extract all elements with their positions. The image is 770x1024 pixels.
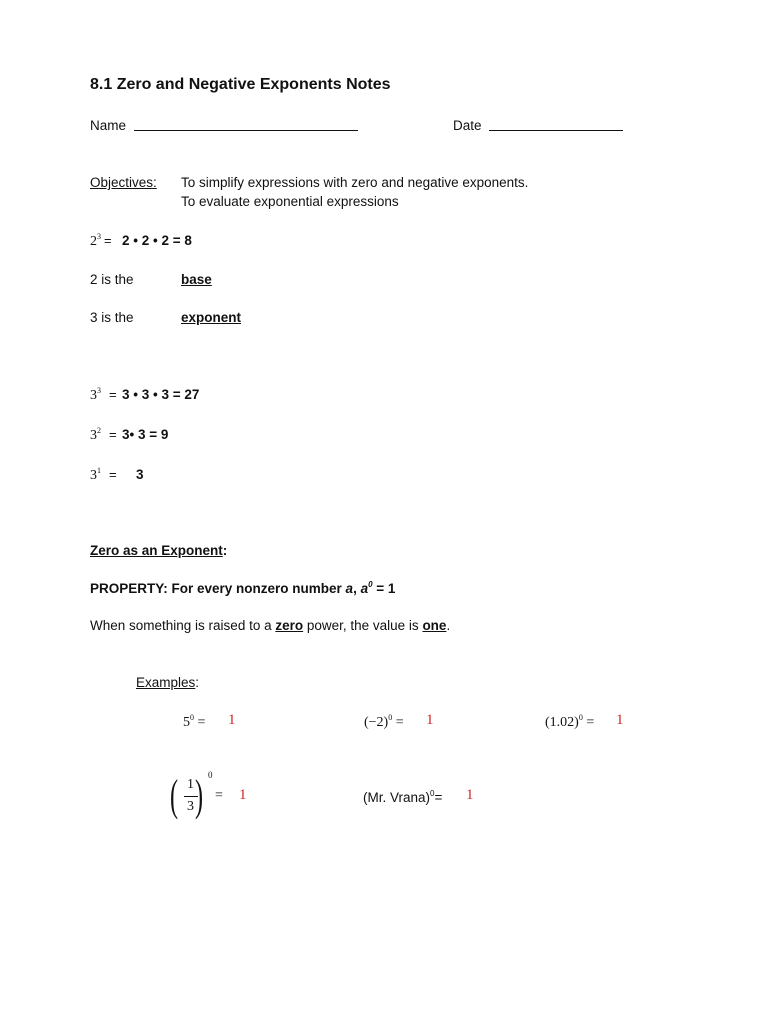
equals-sign: = bbox=[109, 467, 117, 482]
example-base: (−2) bbox=[364, 715, 389, 730]
exponent-line-text: 3 is the bbox=[90, 310, 134, 325]
property-comma: , bbox=[353, 581, 361, 596]
power-base: 3 bbox=[90, 388, 97, 403]
example-5-answer: 1 bbox=[466, 787, 474, 803]
intro-expansion: 2 • 2 • 2 = 8 bbox=[122, 233, 192, 248]
base-word: base bbox=[181, 272, 212, 287]
date-blank-line bbox=[489, 118, 623, 131]
equals-sign: = bbox=[109, 427, 117, 442]
power-row-2-expansion: 3• 3 = 9 bbox=[122, 427, 169, 442]
example-base: 5 bbox=[183, 715, 190, 730]
equals-sign: = bbox=[582, 715, 595, 730]
examples-label-text: Examples bbox=[136, 675, 196, 690]
left-paren: ( bbox=[170, 771, 179, 820]
right-paren: ) bbox=[195, 771, 204, 820]
equals-sign: = bbox=[434, 790, 443, 805]
example-4-equals: = bbox=[215, 788, 223, 803]
power-row-2 bbox=[90, 426, 117, 444]
name-row bbox=[90, 118, 358, 133]
page-title: 8.1 Zero and Negative Exponents Notes bbox=[90, 76, 391, 93]
power-row-3-expansion: 3 bbox=[136, 467, 144, 482]
example-3-answer: 1 bbox=[616, 712, 624, 728]
example-2-answer: 1 bbox=[426, 712, 434, 728]
examples-colon: : bbox=[195, 675, 200, 690]
example-exponent: 0 bbox=[190, 713, 194, 722]
property-variable-power: a bbox=[360, 581, 369, 596]
property-suffix: = 1 bbox=[372, 581, 396, 596]
property-variable: a bbox=[345, 581, 354, 596]
zero-section-heading bbox=[90, 543, 227, 558]
example-2 bbox=[364, 713, 404, 731]
name-blank-line bbox=[134, 118, 358, 131]
zero-word: zero bbox=[275, 618, 304, 633]
fraction-denominator: 3 bbox=[187, 799, 194, 814]
power-base: 3 bbox=[90, 428, 97, 443]
zero-rule-sentence bbox=[90, 618, 450, 633]
date-label: Date bbox=[453, 118, 482, 133]
objective-1: To simplify expressions with zero and negative exponents. bbox=[181, 175, 529, 190]
sentence-period: . bbox=[446, 618, 451, 633]
one-word: one bbox=[422, 618, 447, 633]
power-exponent: 3 bbox=[97, 232, 101, 241]
example-4-answer: 1 bbox=[239, 787, 247, 803]
zero-property bbox=[90, 580, 395, 596]
equals-sign: = bbox=[104, 233, 112, 248]
property-prefix: PROPERTY: For every nonzero number bbox=[90, 581, 346, 596]
example-base: (Mr. Vrana) bbox=[363, 790, 431, 805]
base-line-text: 2 is the bbox=[90, 272, 134, 287]
power-row-3 bbox=[90, 466, 117, 484]
fraction-numerator: 1 bbox=[187, 777, 194, 792]
example-exponent: 0 bbox=[430, 789, 435, 798]
example-exponent: 0 bbox=[208, 770, 213, 780]
objectives-label: Objectives: bbox=[90, 175, 157, 190]
equals-sign: = bbox=[392, 715, 404, 730]
property-exponent: 0 bbox=[368, 580, 373, 589]
power-exponent: 3 bbox=[97, 386, 101, 395]
sentence-part: When something is raised to a bbox=[90, 618, 276, 633]
examples-label bbox=[136, 675, 199, 690]
equals-sign: = bbox=[194, 715, 206, 730]
power-row-1 bbox=[90, 386, 117, 404]
example-1 bbox=[183, 713, 205, 731]
example-base: (1.02) bbox=[545, 715, 579, 730]
equals-sign: = bbox=[109, 387, 117, 402]
exponent-word: exponent bbox=[181, 310, 242, 325]
example-1-answer: 1 bbox=[228, 712, 236, 728]
power-exponent: 1 bbox=[97, 466, 101, 475]
intro-power bbox=[90, 232, 112, 250]
power-exponent: 2 bbox=[97, 426, 101, 435]
sentence-part: power, the value is bbox=[303, 618, 423, 633]
power-row-1-expansion: 3 • 3 • 3 = 27 bbox=[122, 387, 200, 402]
heading-colon: : bbox=[222, 543, 228, 558]
power-base: 2 bbox=[90, 234, 97, 249]
name-label: Name bbox=[90, 118, 127, 133]
heading-text: Zero as an Exponent bbox=[90, 543, 223, 558]
objective-2: To evaluate exponential expressions bbox=[181, 194, 399, 209]
date-row bbox=[453, 118, 623, 133]
example-5 bbox=[363, 789, 442, 805]
example-3 bbox=[545, 713, 594, 731]
power-base: 3 bbox=[90, 468, 97, 483]
example-exponent: 0 bbox=[388, 713, 393, 722]
example-4-fraction bbox=[170, 772, 220, 822]
example-exponent: 0 bbox=[578, 713, 583, 722]
